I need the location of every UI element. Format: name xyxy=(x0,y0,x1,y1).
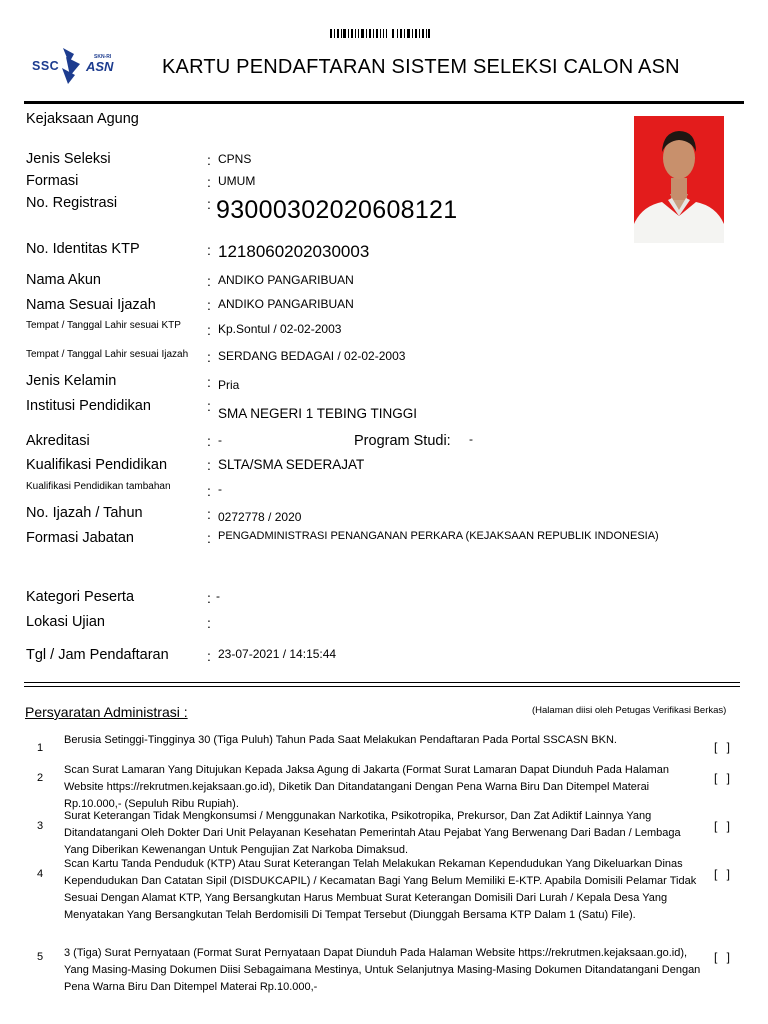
colon: : xyxy=(207,297,211,313)
colon: : xyxy=(207,152,211,168)
label-jenis-seleksi: Jenis Seleksi xyxy=(26,151,111,167)
item-text: Berusia Setinggi-Tingginya 30 (Tiga Puluh) Tahun Pada Saat Melakukan Pendaftaran Pada Portal SSCASN BKN. xyxy=(64,734,617,746)
verification-checkbox[interactable]: [ ] xyxy=(714,819,734,833)
logo-asn-text: ASN xyxy=(86,59,114,74)
label-formasi-jabatan: Formasi Jabatan xyxy=(26,530,134,546)
colon: : xyxy=(207,457,211,473)
value-no-ktp: 1218060202030003 xyxy=(218,242,370,261)
colon: : xyxy=(207,273,211,289)
colon: : xyxy=(207,648,211,664)
item-number: 4 xyxy=(37,868,44,880)
requirements-note: (Halaman diisi oleh Petugas Verifikasi Berkas) xyxy=(532,705,727,716)
colon: : xyxy=(207,196,211,212)
colon: : xyxy=(207,506,211,522)
colon: : xyxy=(207,590,211,606)
page-title: KARTU PENDAFTARAN SISTEM SELEKSI CALON ASN xyxy=(162,56,680,78)
requirements-title: Persyaratan Administrasi : xyxy=(25,704,188,720)
value-ttl-ijazah: SERDANG BEDAGAI / 02-02-2003 xyxy=(218,349,406,363)
section-divider xyxy=(24,686,740,687)
verification-checkbox[interactable]: [ ] xyxy=(714,867,734,881)
colon: : xyxy=(207,483,211,499)
value-jenis-seleksi: CPNS xyxy=(218,152,252,166)
label-ttl-ktp: Tempat / Tanggal Lahir sesuai KTP xyxy=(26,320,181,331)
label-nama-ijazah: Nama Sesuai Ijazah xyxy=(26,297,156,313)
label-ijazah-tahun: No. Ijazah / Tahun xyxy=(26,505,143,521)
label-ttl-ijazah: Tempat / Tanggal Lahir sesuai Ijazah xyxy=(26,349,189,360)
value-ttl-ktp: Kp.Sontul / 02-02-2003 xyxy=(218,322,342,336)
item-number: 2 xyxy=(37,772,44,784)
item-text: Scan Surat Lamaran Yang Ditujukan Kepada Jaksa Agung di Jakarta (Format Surat Lamaran Dapat Diunduh Pada Halaman Website https://rekrutmen.kejaksaan.go.id), Diketik Dan Ditandatangani Dengan Pena Warna Biru Dan Ditempel Materai Rp.10.000,- (Sepuluh Ribu Rupiah). xyxy=(64,764,669,810)
colon: : xyxy=(207,242,211,258)
value-program-studi: - xyxy=(469,432,473,446)
label-institusi: Institusi Pendidikan xyxy=(26,398,151,414)
colon: : xyxy=(207,615,211,631)
instansi-name: Kejaksaan Agung xyxy=(26,111,139,127)
label-jenis-kelamin: Jenis Kelamin xyxy=(26,373,117,389)
header-divider xyxy=(24,101,744,104)
item-number: 3 xyxy=(37,820,44,832)
colon: : xyxy=(207,530,211,546)
value-kategori-peserta: - xyxy=(216,589,220,603)
value-ijazah-tahun: 0272778 / 2020 xyxy=(218,510,302,524)
verification-checkbox[interactable]: [ ] xyxy=(714,740,734,754)
colon: : xyxy=(207,433,211,449)
value-formasi: UMUM xyxy=(218,174,256,188)
label-no-registrasi: No. Registrasi xyxy=(26,195,118,211)
colon: : xyxy=(207,322,211,338)
item-text: Surat Keterangan Tidak Mengkonsumsi / Menggunakan Narkotika, Psikotropika, Prekursor, Dan Zat Adiktif Lainnya Yang Ditandatangani Oleh Dokter Dari Unit Pelayanan Kesehatan Pemerintah Atau Pejabat Yang Berwenang Dari Badan / Lembaga Yang Diberikan Kewenangan Untuk Pengujian Zat Narkoba Dimaksud. xyxy=(64,810,681,856)
value-formasi-jabatan: PENGADMINISTRASI PENANGANAN PERKARA (KEJAKSAAN REPUBLIK INDONESIA) xyxy=(218,530,659,542)
item-number: 5 xyxy=(37,951,44,963)
value-jenis-kelamin: Pria xyxy=(218,378,240,392)
label-kualifikasi-tambahan: Kualifikasi Pendidikan tambahan xyxy=(26,481,171,492)
logo-ssc-text: SSC xyxy=(32,59,60,73)
barcode xyxy=(330,29,430,38)
colon: : xyxy=(207,174,211,190)
label-program-studi: Program Studi: xyxy=(354,433,451,449)
value-tgl-daftar: 23-07-2021 / 14:15:44 xyxy=(218,647,337,661)
colon: : xyxy=(207,374,211,390)
value-kualifikasi-tambahan: - xyxy=(218,482,222,496)
label-formasi: Formasi xyxy=(26,173,79,189)
value-kualifikasi: SLTA/SMA SEDERAJAT xyxy=(218,457,365,472)
label-nama-akun: Nama Akun xyxy=(26,272,101,288)
section-divider xyxy=(24,682,740,683)
label-tgl-daftar: Tgl / Jam Pendaftaran xyxy=(26,647,169,663)
colon: : xyxy=(207,398,211,414)
verification-checkbox[interactable]: [ ] xyxy=(714,950,734,964)
value-no-registrasi: 93000302020608121 xyxy=(216,196,458,224)
value-akreditasi: - xyxy=(218,433,222,447)
applicant-photo xyxy=(634,116,724,243)
verification-checkbox[interactable]: [ ] xyxy=(714,771,734,785)
colon: : xyxy=(207,349,211,365)
value-nama-ijazah: ANDIKO PANGARIBUAN xyxy=(218,297,354,311)
label-kategori-peserta: Kategori Peserta xyxy=(26,589,135,605)
sscasn-logo xyxy=(32,42,124,88)
logo-mark-icon xyxy=(60,42,88,86)
label-lokasi-ujian: Lokasi Ujian xyxy=(26,614,105,630)
value-nama-akun: ANDIKO PANGARIBUAN xyxy=(218,273,354,287)
item-text: Scan Kartu Tanda Penduduk (KTP) Atau Surat Keterangan Telah Melakukan Rekaman Kependudukan Yang Dikeluarkan Dinas Kependudukan Dan Catatan Sipil (DISDUKCAPIL) / Kecamatan Bagi Yang Belum Memiliki E-KTP. Apabila Domisili Pelamar Tidak Sesuai Dengan Alamat KTP, Yang Bersangkutan Harus Membuat Surat Keterangan Domisili Dari Lurah / Kepala Desa Yang Menyatakan Yang Bersangkutan Telah Berdomisili Di Tempat Tersebut (Diunggah Bersama KTP Dalam 1 (Satu) File). xyxy=(64,858,697,921)
label-akreditasi: Akreditasi xyxy=(26,433,90,449)
item-number: 1 xyxy=(37,742,44,754)
value-institusi: SMA NEGERI 1 TEBING TINGGI xyxy=(218,406,418,421)
logo-skn-text: SKN-RI xyxy=(94,54,112,60)
item-text: 3 (Tiga) Surat Pernyataan (Format Surat Pernyataan Dapat Diunduh Pada Halaman Website https://rekrutmen.kejaksaan.go.id), Yang Masing-Masing Dokumen Diisi Sebagaimana Mestinya, Untuk Selanjutnya Masing-Masing Dokumen Ditandatangani Dengan Pena Warna Biru Dan Ditempel Materai Rp.10.000,- xyxy=(64,947,701,993)
label-no-ktp: No. Identitas KTP xyxy=(26,241,140,257)
label-kualifikasi: Kualifikasi Pendidikan xyxy=(26,457,168,473)
